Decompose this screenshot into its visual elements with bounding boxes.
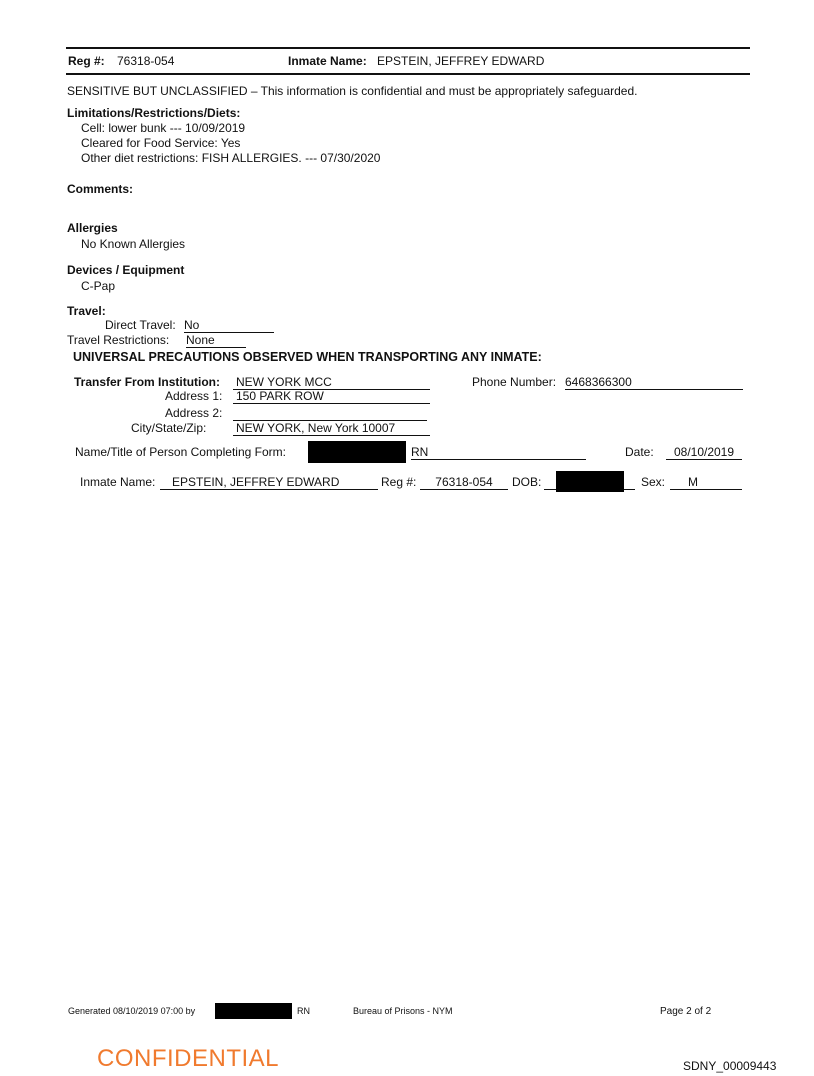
- address2-label: Address 2:: [165, 406, 223, 420]
- city-label: City/State/Zip:: [131, 421, 207, 435]
- limitation-line: Cell: lower bunk --- 10/09/2019: [81, 121, 246, 135]
- footer-reg-value: 76318-054: [420, 475, 508, 490]
- allergies-heading: Allergies: [67, 221, 118, 235]
- redaction-block: [215, 1003, 292, 1019]
- footer-inmate-label: Inmate Name:: [80, 475, 156, 489]
- comments-heading: Comments:: [67, 182, 134, 196]
- bates-number: SDNY_00009443: [683, 1059, 777, 1073]
- sex-label: Sex:: [641, 475, 666, 489]
- direct-travel-value: No: [184, 318, 274, 333]
- address2-value: [233, 406, 427, 421]
- direct-travel-label: Direct Travel:: [105, 318, 176, 332]
- sensitive-notice: SENSITIVE BUT UNCLASSIFIED – This information is confidential and must be appropriately safeguarded.: [67, 84, 638, 98]
- page-number: Page 2 of 2: [660, 1006, 712, 1017]
- sex-value: M: [670, 475, 742, 490]
- limitation-line: Other diet restrictions: FISH ALLERGIES. --- 07/30/2020: [81, 151, 381, 165]
- bureau-text: Bureau of Prisons - NYM: [353, 1006, 453, 1016]
- travel-heading: Travel:: [67, 304, 106, 318]
- travel-restrictions-label: Travel Restrictions:: [67, 333, 170, 347]
- devices-value: C-Pap: [81, 279, 116, 293]
- precautions-heading: UNIVERSAL PRECAUTIONS OBSERVED WHEN TRANSPORTING ANY INMATE:: [73, 350, 542, 364]
- address1-label: Address 1:: [165, 389, 223, 403]
- redaction-block: [308, 441, 406, 463]
- dob-label: DOB:: [512, 475, 542, 489]
- allergies-value: No Known Allergies: [81, 237, 186, 251]
- completed-by-title: RN: [411, 445, 586, 460]
- confidential-stamp: CONFIDENTIAL: [97, 1045, 280, 1072]
- redaction-block: [556, 471, 624, 492]
- city-value: NEW YORK, New York 10007: [233, 421, 430, 436]
- date-label: Date:: [625, 445, 654, 459]
- transfer-from-label: Transfer From Institution:: [74, 375, 221, 389]
- header-inmate-label: Inmate Name:: [288, 54, 367, 68]
- devices-heading: Devices / Equipment: [67, 263, 185, 277]
- header-top-rule: [66, 47, 750, 49]
- header-reg-value: 76318-054: [117, 54, 175, 68]
- address1-value: 150 PARK ROW: [233, 389, 430, 404]
- travel-restrictions-value: None: [186, 333, 246, 348]
- header-bottom-rule: [66, 73, 750, 75]
- date-value: 08/10/2019: [666, 445, 742, 460]
- header-reg-label: Reg #:: [68, 54, 105, 68]
- transfer-from-value: NEW YORK MCC: [233, 375, 430, 390]
- completed-by-label: Name/Title of Person Completing Form:: [75, 445, 286, 459]
- limitation-line: Cleared for Food Service: Yes: [81, 136, 241, 150]
- phone-label: Phone Number:: [472, 375, 557, 389]
- footer-inmate-value: EPSTEIN, JEFFREY EDWARD: [160, 475, 378, 490]
- header-inmate-value: EPSTEIN, JEFFREY EDWARD: [377, 54, 545, 68]
- phone-value: 6468366300: [565, 375, 743, 390]
- generated-text: Generated 08/10/2019 07:00 by: [68, 1006, 196, 1016]
- limitations-heading: Limitations/Restrictions/Diets:: [67, 106, 241, 120]
- generated-title: RN: [297, 1006, 310, 1016]
- footer-reg-label: Reg #:: [381, 475, 417, 489]
